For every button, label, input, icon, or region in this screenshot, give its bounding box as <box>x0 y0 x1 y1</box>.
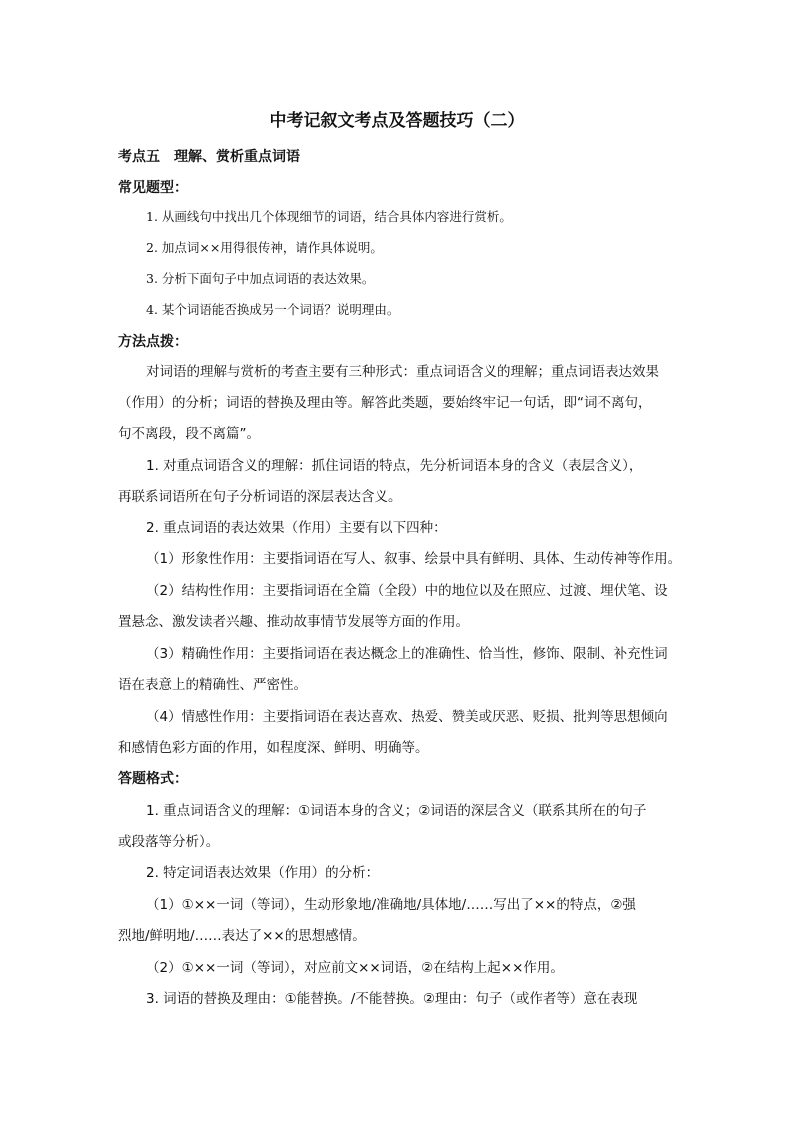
method-point2: 2. 重点词语的表达效果（作用）主要有以下四种： <box>146 520 447 536</box>
section-heading: 考点五 理解、赏析重点词语 <box>118 149 300 165</box>
format1-line2: 或段落等分析）。 <box>118 834 220 850</box>
question-type-item: 2. 加点词××用得很传神，请作具体说明。 <box>146 240 383 255</box>
effect-imagery: （1）形象性作用：主要指词语在写人、叙事、绘景中具有鲜明、具体、生动传神等作用。 <box>146 551 682 567</box>
format3: 3. 词语的替换及理由：①能替换。/不能替换。②理由：句子（或作者等）意在表现 <box>146 991 638 1007</box>
format2: 2. 特定词语表达效果（作用）的分析： <box>146 865 380 881</box>
method-intro-line3: 句不离段，段不离篇”。 <box>118 426 260 442</box>
question-type-item: 3. 分析下面句子中加点词语的表达效果。 <box>146 271 375 286</box>
format1-line1: 1. 重点词语含义的理解：①词语本身的含义；②词语的深层含义（联系其所在的句子 <box>146 803 647 819</box>
method-intro-line1: 对词语的理解与赏析的考查主要有三种形式：重点词语含义的理解；重点词语表达效果 <box>146 364 659 380</box>
document-title: 中考记叙文考点及答题技巧（二） <box>269 111 525 131</box>
effect-structure-line2: 置悬念、激发读者兴趣、推动故事情节发展等方面的作用。 <box>118 614 469 630</box>
effect-emotion-line1: （4）情感性作用：主要指词语在表达喜欢、热爱、赞美或厌恶、贬损、批判等思想倾向 <box>146 709 668 725</box>
method-heading: 方法点拨： <box>118 334 188 350</box>
format2b: （2）①××一词（等词），对应前文××词语，②在结构上起××作用。 <box>146 960 564 976</box>
method-intro-line2: （作用）的分析；词语的替换及理由等。解答此类题，要始终牢记一句话，即“词不离句， <box>118 395 652 411</box>
format2a-line2: 烈地/鲜明地/……表达了××的思想感情。 <box>118 928 366 944</box>
question-type-item: 4. 某个词语能否换成另一个词语？说明理由。 <box>146 302 400 317</box>
answer-format-heading: 答题格式： <box>118 771 188 787</box>
effect-precision-line2: 语在表意上的精确性、严密性。 <box>118 677 307 693</box>
method-point1-line1: 1. 对重点词语含义的理解：抓住词语的特点，先分析词语本身的含义（表层含义）， <box>146 458 643 474</box>
format2a-line1: （1）①××一词（等词），生动形象地/准确地/具体地/……写出了××的特点，②强 <box>146 897 636 913</box>
effect-precision-line1: （3）精确性作用：主要指词语在表达概念上的准确性、恰当性，修饰、限制、补充性词 <box>146 646 668 662</box>
effect-structure-line1: （2）结构性作用：主要指词语在全篇（全段）中的地位以及在照应、过渡、埋伏笔、设 <box>146 583 668 599</box>
method-point1-line2: 再联系词语所在句子分析词语的深层表达含义。 <box>118 489 402 505</box>
effect-emotion-line2: 和感情色彩方面的作用，如程度深、鲜明、明确等。 <box>118 740 429 756</box>
question-types-heading: 常见题型： <box>118 180 188 196</box>
question-type-item: 1. 从画线句中找出几个体现细节的词语，结合具体内容进行赏析。 <box>146 209 512 224</box>
